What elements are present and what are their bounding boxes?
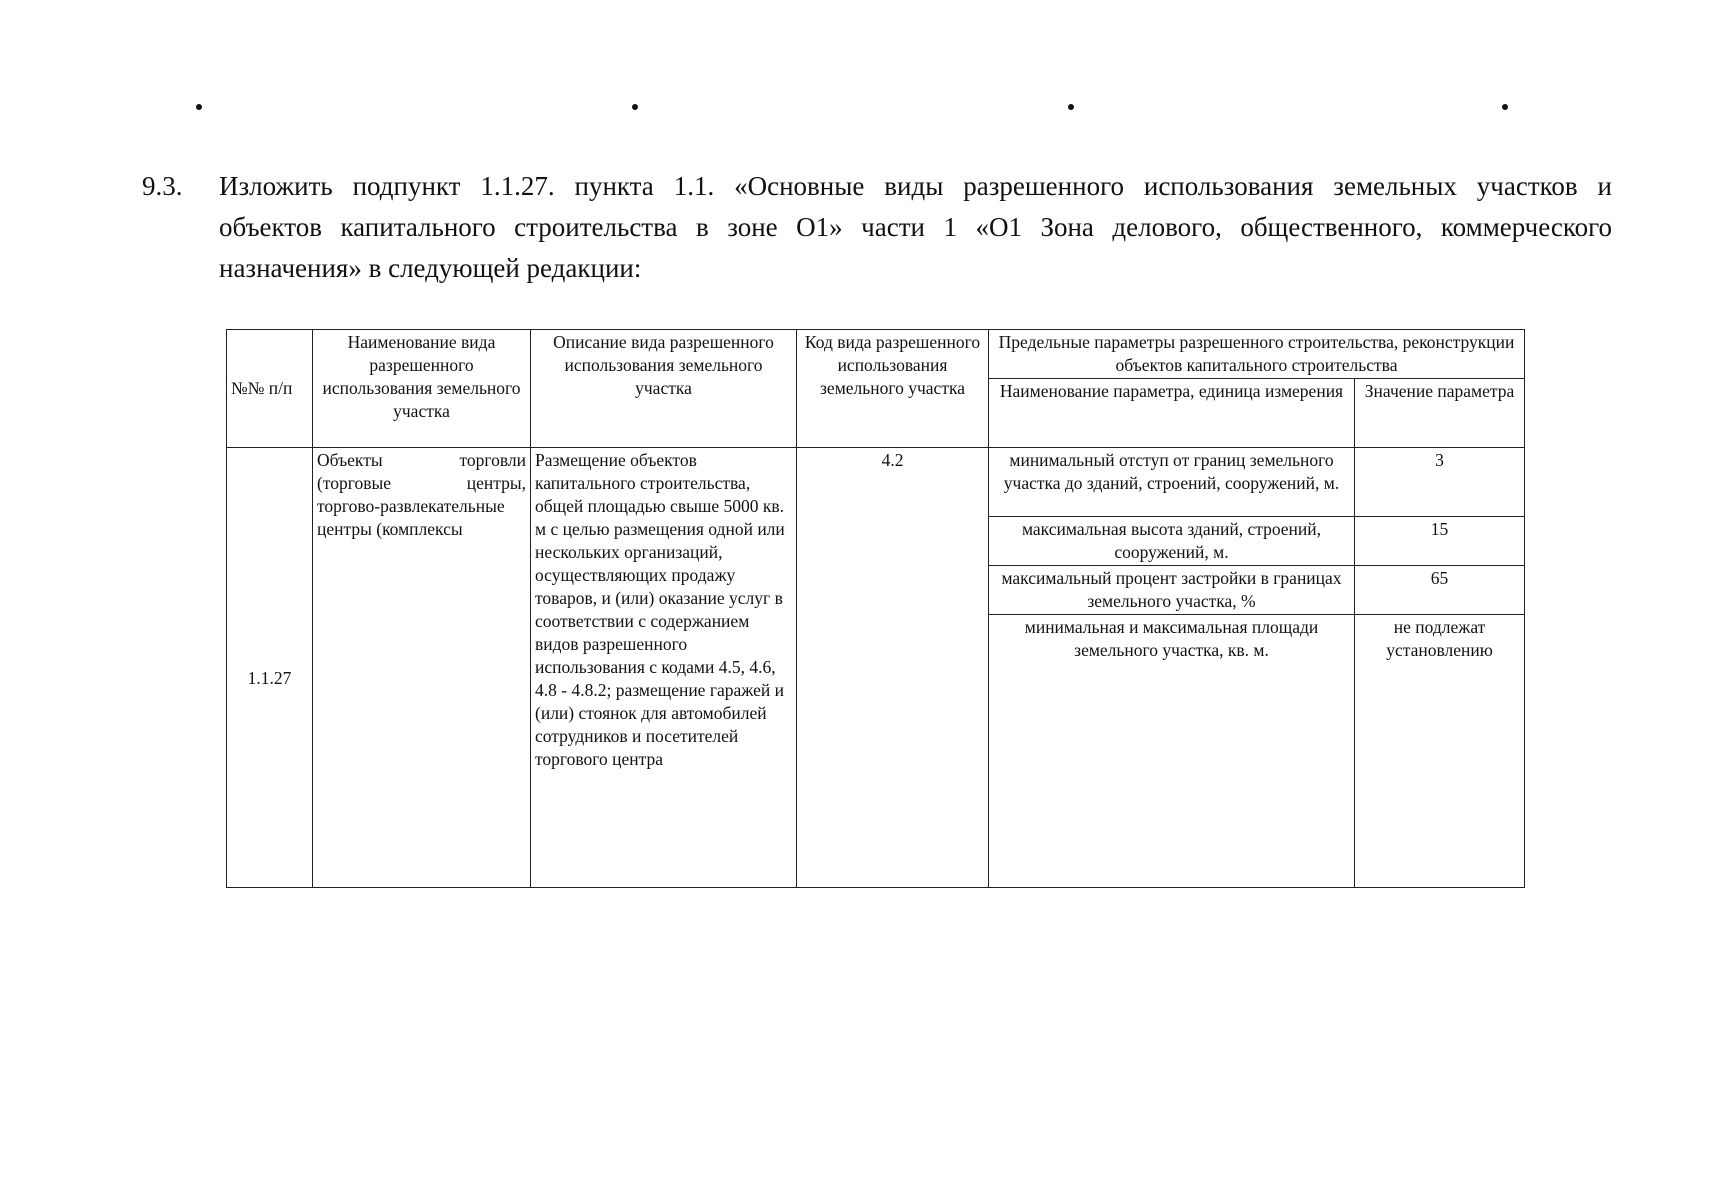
param-name: максимальный процент застройки в границах земельного участка, % [989, 566, 1355, 615]
paragraph-line: объектов капитального строительства в зоне О1» части 1 «О1 Зона делового, общественного, коммерческого [219, 212, 1612, 242]
param-value: 15 [1355, 517, 1525, 566]
paragraph-text [219, 166, 1612, 289]
header-limits: Предельные параметры разрешенного строительства, реконструкции объектов капитального строительства [989, 330, 1525, 379]
bullet-mark [1502, 104, 1508, 110]
header-param-value: Значение параметра [1355, 379, 1525, 448]
param-name: максимальная высота зданий, строений, сооружений, м. [989, 517, 1355, 566]
land-use-table [226, 329, 1525, 888]
header-name: Наименование вида разрешенного использования земельного участка [313, 330, 531, 448]
header-param-name: Наименование параметра, единица измерения [989, 379, 1355, 448]
param-value: 3 [1355, 448, 1525, 517]
row-num: 1.1.27 [227, 448, 313, 888]
param-value: не подлежат установлению [1355, 615, 1525, 888]
bullet-mark [196, 104, 202, 110]
table-row [227, 448, 1525, 517]
param-value: 65 [1355, 566, 1525, 615]
row-name-part: торгово-развлекательные центры (комплексы [317, 496, 505, 539]
row-name-part: Объекты [317, 450, 383, 470]
row-description: Размещение объектов капитального строительства, общей площадью свыше 5000 кв. м с целью размещения одной или нескольких организаций, осуществляющих продажу товаров, и (или) оказание услуг в соответствии с содержанием видов разрешенного использования с кодами 4.5, 4.6, 4.8 - 4.8.2; размещение гаражей и (или) стоянок для автомобилей сотрудников и посетителей торгового центра [531, 448, 797, 888]
row-name-part: центры, [466, 473, 526, 493]
bullet-mark [632, 104, 638, 110]
row-name-part: (торговые [317, 473, 392, 493]
param-name: минимальная и максимальная площади земельного участка, кв. м. [989, 615, 1355, 888]
row-name [313, 448, 531, 888]
row-code: 4.2 [797, 448, 989, 888]
param-name: минимальный отступ от границ земельного участка до зданий, строений, сооружений, м. [989, 448, 1355, 517]
header-description: Описание вида разрешенного использования земельного участка [531, 330, 797, 448]
paragraph-line: Изложить подпункт 1.1.27. пункта 1.1. «Основные виды разрешенного использования земельных участков и [219, 171, 1612, 201]
bullet-mark [1068, 104, 1074, 110]
paragraph-line: назначения» в следующей редакции: [219, 253, 642, 283]
header-num: №№ п/п [227, 330, 313, 448]
header-code: Код вида разрешенного использования земельного участка [797, 330, 989, 448]
paragraph-number: 9.3. [142, 171, 183, 201]
table-header-row [227, 330, 1525, 379]
row-name-part: торговли [459, 450, 526, 470]
